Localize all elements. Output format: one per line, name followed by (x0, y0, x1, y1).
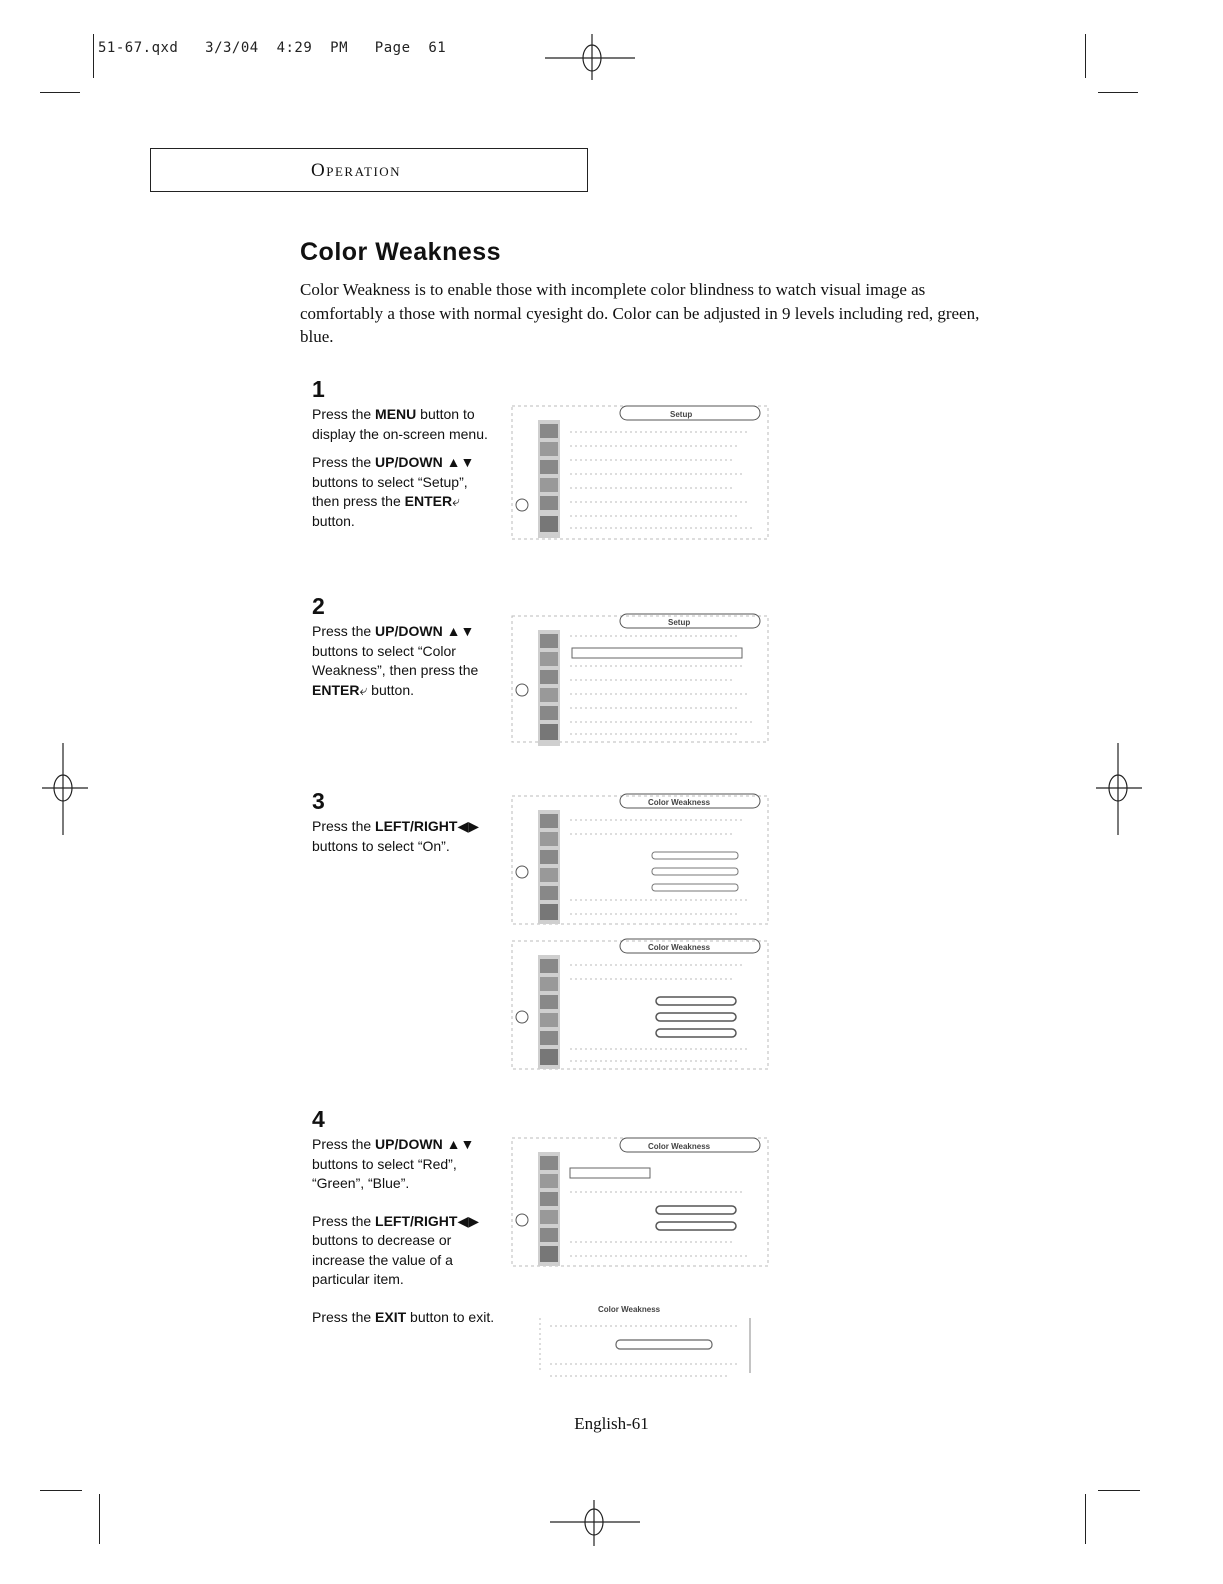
updown-keyword: UP/DOWN (375, 1136, 443, 1152)
text: button. (367, 681, 414, 698)
enter-keyword: ENTER (404, 493, 453, 509)
crop-mark (1098, 92, 1138, 93)
osd-screen-colorweakness-1 (510, 790, 772, 930)
print-slug: 51-67.qxd 3/3/04 4:29 PM Page 61 (98, 40, 447, 56)
step-4-number: 4 (312, 1106, 325, 1132)
osd-screen-colorweakness-3 (510, 1132, 772, 1272)
text: button to exit. (406, 1308, 495, 1325)
exit-keyword: EXIT (375, 1308, 407, 1325)
text: ▲▼ buttons to select “Color Weakness”, then press the (312, 623, 479, 678)
crop-mark (93, 34, 94, 78)
crop-mark (40, 1490, 82, 1491)
text: Press the (312, 818, 376, 834)
registration-mark-bottom (545, 1498, 645, 1548)
updown-keyword: UP/DOWN (375, 623, 443, 639)
osd-title: Color Weakness (648, 798, 711, 807)
osd-title: Color Weakness (648, 943, 711, 952)
step-1-number: 1 (312, 376, 325, 402)
text: Press the (312, 406, 376, 422)
crop-mark (1085, 1494, 1086, 1544)
text: ▲▼ buttons to select “Red”, “Green”, “Blue”. (312, 1136, 475, 1191)
osd-screen-colorweakness-4 (530, 1298, 760, 1388)
text: Press the (312, 1308, 376, 1325)
osd-title: Color Weakness (598, 1305, 661, 1314)
step-2-text (312, 622, 497, 709)
section-label: Operation (311, 160, 402, 181)
osd-title: Setup (670, 410, 693, 419)
step-4-para-3 (312, 1308, 497, 1328)
page-footer: English-61 (574, 1414, 649, 1433)
step-2-para-1 (312, 622, 497, 700)
osd-screen-setup-2 (510, 610, 772, 750)
text: Press the (312, 1212, 376, 1229)
text: ▲▼ buttons to select “Setup”, then press the (312, 454, 475, 509)
text: Press the (312, 454, 376, 470)
text: button to display the on-screen menu. (312, 406, 488, 442)
leftright-keyword: LEFT/RIGHT (375, 818, 458, 834)
step-1-para-2 (312, 453, 497, 531)
step-3-number: 3 (312, 788, 325, 814)
text: ◀▶ buttons to select “On”. (312, 818, 480, 854)
text: button. (312, 512, 355, 529)
registration-mark-left (40, 740, 90, 838)
osd-title: Setup (668, 618, 691, 627)
section-header-box (150, 148, 588, 192)
text: ◀▶ buttons to decrease or increase the value of a particular item. (312, 1212, 480, 1287)
osd-screen-setup-1 (510, 400, 772, 545)
crop-mark (1098, 1490, 1140, 1491)
step-1-para-1 (312, 405, 497, 444)
osd-screen-colorweakness-2 (510, 935, 772, 1075)
registration-mark-right (1094, 740, 1144, 838)
crop-mark (99, 1494, 100, 1544)
step-3-text (312, 817, 497, 865)
osd-title: Color Weakness (648, 1142, 711, 1151)
step-2-number: 2 (312, 593, 325, 619)
step-4-text (312, 1135, 497, 1336)
enter-keyword: ENTER (312, 681, 360, 698)
step-4-para-2 (312, 1212, 497, 1290)
enter-icon: ⤶ (359, 681, 368, 698)
crop-mark (40, 92, 80, 93)
intro-paragraph: Color Weakness is to enable those with incomplete color blindness to watch visual image as comfortably a those with normal cyesight do. Color can be adjusted in 9 levels including red, green, blue. (300, 280, 980, 346)
leftright-keyword: LEFT/RIGHT (375, 1212, 458, 1229)
text: Press the (312, 1136, 376, 1152)
step-1-text (312, 405, 497, 540)
menu-keyword: MENU (375, 406, 417, 422)
step-3-para-1 (312, 817, 497, 856)
step-4-para-1 (312, 1135, 497, 1194)
page-title: Color Weakness (300, 238, 502, 266)
registration-mark-top (540, 32, 640, 82)
enter-icon: ⤶ (452, 493, 460, 509)
text: Press the (312, 623, 376, 639)
crop-mark (1085, 34, 1086, 78)
updown-keyword: UP/DOWN (375, 454, 443, 470)
